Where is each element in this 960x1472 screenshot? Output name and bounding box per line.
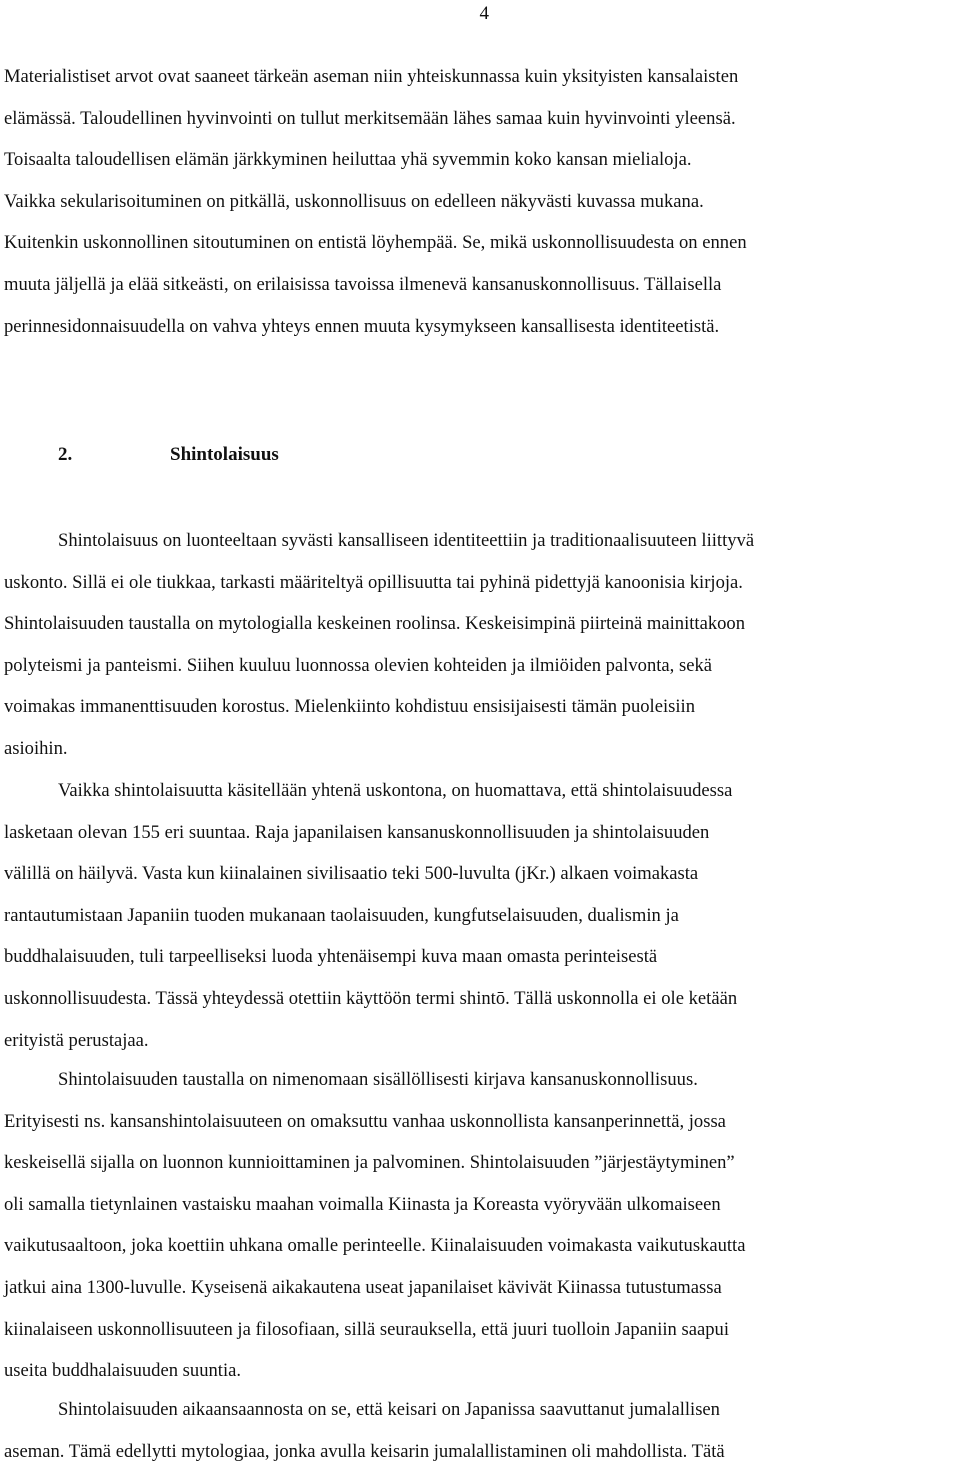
text-line: perinnesidonnaisuudella on vahva yhteys ennen muuta kysymykseen kansallisesta identiteetistä. [4, 315, 720, 337]
text-line: oli samalla tietynlainen vastaisku maahan voimalla Kiinasta ja Koreasta vyöryvään ulkomaiseen [4, 1193, 721, 1215]
text-line: uskonto. Sillä ei ole tiukkaa, tarkasti määriteltyä opillisuutta tai pyhinä pidettyjä kanoonisia kirjoja. [4, 571, 743, 593]
text-line: Toisaalta taloudellisen elämän järkkyminen heiluttaa yhä syvemmin koko kansan mielialoja. [4, 149, 692, 171]
text-line: muuta jäljellä ja elää sitkeästi, on erilaisissa tavoissa ilmenevä kansanuskonnollisuus. Tällaisella [4, 273, 722, 295]
text-line: Shintolaisuus on luonteeltaan syvästi kansalliseen identiteettiin ja traditionaalisuuteen liittyvä [58, 530, 755, 551]
paragraph-1 [4, 520, 960, 770]
text-line: polyteismi ja panteismi. Siihen kuuluu luonnossa olevien kohteiden ja ilmiöiden palvonta, sekä [4, 654, 712, 676]
text-line: useita buddhalaisuuden suuntia. [4, 1360, 242, 1382]
intro-paragraph [4, 56, 960, 347]
text-line: aseman. Tämä edellytti mytologiaa, jonka avulla keisarin jumalallistaminen oli mahdollista. Tätä [4, 1440, 725, 1462]
text-line: keskeisellä sijalla on luonnon kunnioittaminen ja palvominen. Shintolaisuuden ”järjestäytyminen” [4, 1152, 735, 1174]
text-line: Vaikka shintolaisuutta käsitellään yhtenä uskontona, on huomattava, että shintolaisuudessa [58, 780, 733, 801]
paragraph-2 [4, 770, 960, 1061]
text-line: kiinalaiseen uskonnollisuuteen ja filosofiaan, sillä seurauksella, että juuri tuolloin Japaniin saapui [4, 1318, 729, 1340]
paragraph-4 [4, 1389, 960, 1472]
paragraph-3 [4, 1059, 960, 1392]
text-line: asioihin. [4, 737, 68, 759]
section-title: Shintolaisuus [170, 444, 279, 465]
text-line: Shintolaisuuden taustalla on nimenomaan sisällöllisesti kirjava kansanuskonnollisuus. [58, 1069, 698, 1090]
text-line: Shintolaisuuden taustalla on mytologialla keskeinen roolinsa. Keskeisimpinä piirteinä mainittakoon [4, 613, 746, 635]
text-line: Vaikka sekularisoituminen on pitkällä, uskonnollisuus on edelleen näkyvästi kuvassa mukana. [4, 190, 704, 212]
page-number: 4 [479, 3, 489, 24]
text-line: rantautumistaan Japaniin tuoden mukanaan taolaisuuden, kungfutselaisuuden, dualismin ja [4, 904, 679, 926]
text-line: buddhalaisuuden, tuli tarpeelliseksi luoda yhtenäisempi kuva maan omasta perinteisestä [4, 946, 658, 968]
text-line: jatkui aina 1300-luvulle. Kyseisenä aikakautena useat japanilaiset kävivät Kiinassa tutustumassa [4, 1276, 722, 1298]
section-number: 2. [58, 444, 73, 465]
text-line: elämässä. Taloudellinen hyvinvointi on tullut merkitsemään lähes samaa kuin hyvinvointi yleensä. [4, 107, 736, 129]
text-line: erityistä perustajaa. [4, 1029, 149, 1051]
text-line: Materialistiset arvot ovat saaneet tärkeän aseman niin yhteiskunnassa kuin yksityisten kansalaisten [4, 66, 739, 87]
text-line: Kuitenkin uskonnollinen sitoutuminen on entistä löyhempää. Se, mikä uskonnollisuudesta on ennen [4, 232, 747, 254]
text-line: Shintolaisuuden aikaansaannosta on se, että keisari on Japanissa saavuttanut jumalallisen [58, 1399, 720, 1420]
text-line: välillä on häilyvä. Vasta kun kiinalainen sivilisaatio teki 500-luvulta (jKr.) alkaen voimakasta [4, 863, 699, 885]
text-line: uskonnollisuudesta. Tässä yhteydessä otettiin käyttöön termi shintō. Tällä uskonnolla ei ole ketään [4, 987, 738, 1009]
text-line: vaikutusaaltoon, joka koettiin uhkana omalle perinteelle. Kiinalaisuuden voimakasta vaikutuskautta [4, 1235, 746, 1257]
text-line: lasketaan olevan 155 eri suuntaa. Raja japanilaisen kansanuskonnollisuuden ja shintolaisuuden [4, 821, 710, 843]
text-line: Erityisesti ns. kansanshintolaisuuteen on omaksuttu vanhaa uskonnollista kansanperinnettä, jossa [4, 1110, 726, 1132]
section-heading [58, 437, 279, 473]
text-line: voimakas immanenttisuuden korostus. Mielenkiinto kohdistuu ensisijaisesti tämän puoleisiin [4, 696, 696, 718]
